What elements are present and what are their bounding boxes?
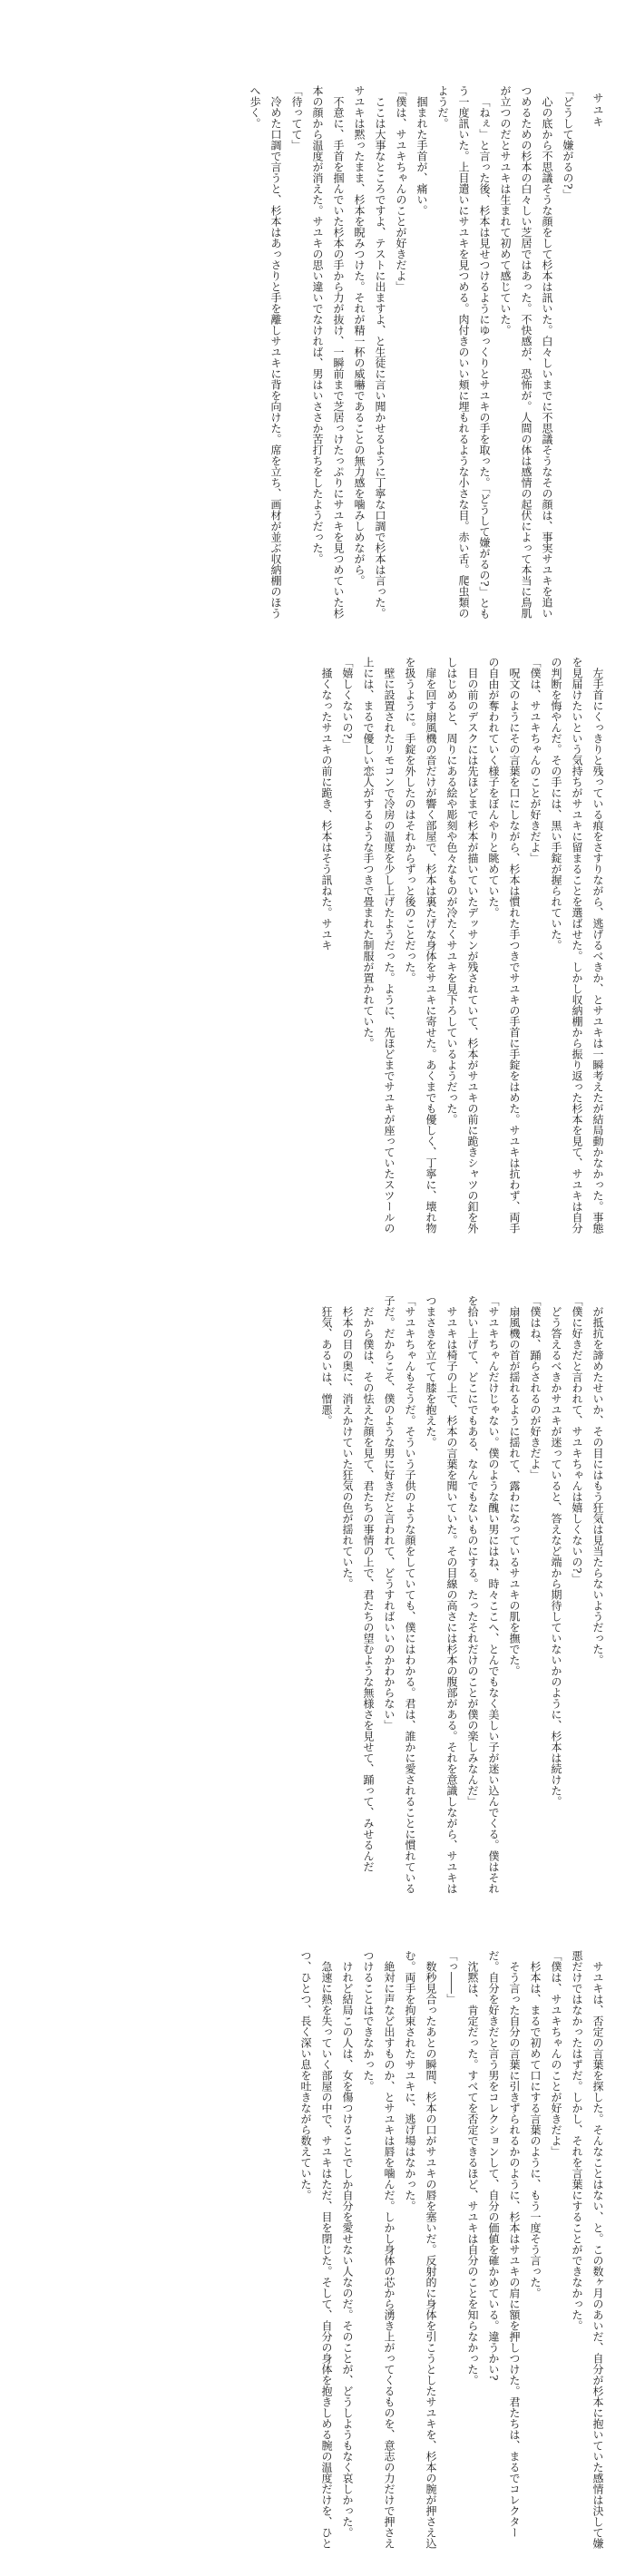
dialogue-line: 「僕は、サユキちゃんのことが好きだよ」 <box>529 657 542 864</box>
paragraph: ここは大事なところですよ、テストに出ますよ、と生徒に言い聞かせるように丁寧な口調で杉本は言った。サユキは黙ったまま、杉本を睨みつけた。それが精一杯の威嚇であることの無力感を噛みしめながら。 <box>353 85 386 619</box>
paragraph: 沈黙は、肯定だった。すべてを否定できるほど、サユキは自分のことを知らなかった。 <box>466 1961 479 2386</box>
paragraph: サユキは椅子の上で、杉本の言葉を聞いていた。その目線の高さには杉本の腹部がある。それを意識しながら、サユキはつまさきを立てて膝を抱えた。 <box>425 1295 458 1894</box>
dialogue-line: 「サユキちゃんだけじゃない。僕のような醜い男にはね、時々ここへ、とんでもなく美しい子が迷い込んでくる。僕はそれを拾い上げて、どこにでもある、なんでもないものにする。たったそれだけのことが僕の楽しみなんだ」 <box>466 1295 500 1894</box>
paragraph: 「ねぇ」と言った後、杉本は見せつけるようにゆっくりとサユキの手を取った。「どうして嫌がるの?」ともう一度訊いた。上目遣いにサユキを見つめる。肉付きのいい頬に埋もれるような小さな目。赤い舌。爬虫類のようだ。 <box>436 85 491 620</box>
paragraph: サユキは、否定の言葉を探した。そんなことはない、と。この数ヶ月のあいだ、自分が杉本に抱いていた感情は決して嫌悪だけではなかったはずだ。しかし、それを言葉にすることができなかった。 <box>571 1950 604 2549</box>
paragraph: 左手首にくっきりと残っている痕をさすりながら、逃げるべきか、とサユキは一瞬考えたが結局動かなかった。事態を見届けたいという気持ちがサユキに留まることを選ばせた。しかし収納棚から振り返った杉本を見て、サユキは自分の判断を悔やんだ。その手には、黒い手錠が握られていた。 <box>550 657 604 1234</box>
paragraph: 掴まれた手首が、痛い。 <box>415 96 428 216</box>
paragraph: 扉を回す扇風機の音だけが響く部屋で、杉本は裏たげな身体をサユキに寄せた。あくまでも優しく、丁寧に、壊れ物を扱うように。手錠を外したのはそれからずっと後のことだった。 <box>404 657 437 1234</box>
paragraph: 杉本は、まるで初めて口にする言葉のように、もう一度そう言った。 <box>529 1961 542 2298</box>
paragraph: 不意に、手首を掴んでいた杉本の手から力が抜け、一瞬前まで芝居っけたっぷりにサユキを見つめていた杉本の顔から温度が消えた。サユキの思い違いでなければ、男はいささか苦打ちをしたようだった。 <box>311 85 345 619</box>
dialogue-line: 「嬉しくないの?」 <box>341 657 354 750</box>
text-band-2 <box>27 657 608 1241</box>
dialogue-line: 「っ――」 <box>445 1950 458 2005</box>
paragraph: だから僕は、その怯えた顔を見て、君たちの事情の上で、君たちの望むような無様さを見せて、踊って、みせるんだ <box>362 1306 375 1872</box>
paragraph: 狂気、あるいは、憎悪。 <box>320 1306 333 1426</box>
paragraph: けれど結局この人は、女を傷つけることでしか自分を愛せない人なのだ。そのことが、どうしようもなく哀しかった。 <box>341 1961 354 2538</box>
paragraph: 急速に熱を失っていく部屋の中で、サユキはただ、目を閉じた。そして、自分の身体を抱きしめる腕の温度だけを、ひとつ、ひとつ、長く深い息を吐きながら数えていた。 <box>299 1950 333 2549</box>
text-band-1 <box>27 85 608 620</box>
paragraph: 扇風機の首が揺れるように揺れて、露わになっているサユキの肌を撫でた。 <box>508 1306 521 1676</box>
paragraph: 呪文のようにその言葉を口にしながら、杉本は慣れた手つきでサユキの手首に手錠をはめた。サユキは抗わず、両手の自由が奪われていく様子をぼんやりと眺めていた。 <box>487 657 521 1234</box>
dialogue-line: 「僕に好きだと言われて、サユキちゃんは嬉しくないの?」 <box>571 1295 583 1585</box>
dialogue-line: 「僕は、サユキちゃんのことが好きだよ」 <box>395 85 407 292</box>
paragraph: 冷めた口調で言うと、杉本はあっさりと手を離しサユキに背を向けた。席を立ち、画材が並ぶ収納棚のほうへ歩く。 <box>249 85 282 619</box>
text-band-3 <box>27 1295 608 1896</box>
paragraph: 目の前のデスクには先ほどまで杉本が描いていたデッサンが残されていて、杉本がサユキの前に跪きシャツの釦を外しはじめると、周りにある絵や彫刻や色々なものが冷たくサユキを見下ろしているようだった。 <box>445 657 479 1234</box>
dialogue-line: 「僕はね、踊らされるのが好きだよ」 <box>529 1295 542 1480</box>
dialogue-line: 「サユキちゃんもそうだ。そういう子供のような顔をしていても、僕にはわかる。君は、誰かに愛されることに慣れている子だ。だからこそ、僕のような男に好きだと言われて、どうすればいいのかわからない」 <box>383 1295 416 1894</box>
paragraph: が抵抗を諦めたせいか、その目にはもう狂気は見当たらないようだった。 <box>591 1306 604 1665</box>
paragraph: どう答えるべきかサユキが迷っていると、答えなど端から期待していないかのように、杉本は続けた。 <box>550 1306 562 1807</box>
paragraph: 掻くなったサユキの前に跪き、杉本はそう訊ねた。サユキ <box>320 668 333 951</box>
dialogue-line: 「僕は、サユキちゃんのことが好きだよ」 <box>550 1950 562 2157</box>
paragraph: 数秒見合ったあとの瞬間、杉本の口がサユキの唇を塞いだ。反射的に身体を引こうとしたサユキを、杉本の腕が押さえ込む。両手を拘束されたサユキに、逃げ場はなかった。 <box>404 1950 437 2549</box>
dialogue-line: 「どうして嫌がるの?」 <box>562 85 574 200</box>
text-band-4 <box>27 1950 608 2551</box>
paragraph: 杉本の目の奥に、消えかけていた狂気の色が揺れていた。 <box>341 1306 354 1589</box>
paragraph: そう言った自分の言葉に引きずられるかのように、杉本はサユキの肩に額を押しつけた。君たちは、まるでコレクターだ。自分を好きだと言う男をコレクションして、自分の価値を確かめている。違うかい? <box>487 1950 521 2538</box>
paragraph: 絶対に声など出すものか、とサユキは唇を噛んだ。しかし身体の芯から湧き上がってくるものを、意志の力だけで押さえつけることはできなかった。 <box>362 1950 396 2549</box>
dialogue-line: 「待ってて」 <box>290 85 303 151</box>
paragraph: 心の底から不思議そうな顔をして杉本は訊いた。白々しいまでに不思議そうなその顔は、事実サユキを追いつめるための杉本の白々しい芝居ではあった。不快感が、恐怖が。人間の体は感情の起伏によって本当に鳥肌が立つのだとサユキは生まれて初めて感じていた。 <box>499 85 553 619</box>
story-title: サユキ <box>591 93 604 128</box>
paragraph: 壁に設置されたリモコンで冷房の温度を少し上げたようだった。ように、先ほどまでサユキが座っていたスツールの上には、まるで優しい恋人がするような手つきで畳まれた制服が置かれていた。 <box>362 657 396 1234</box>
